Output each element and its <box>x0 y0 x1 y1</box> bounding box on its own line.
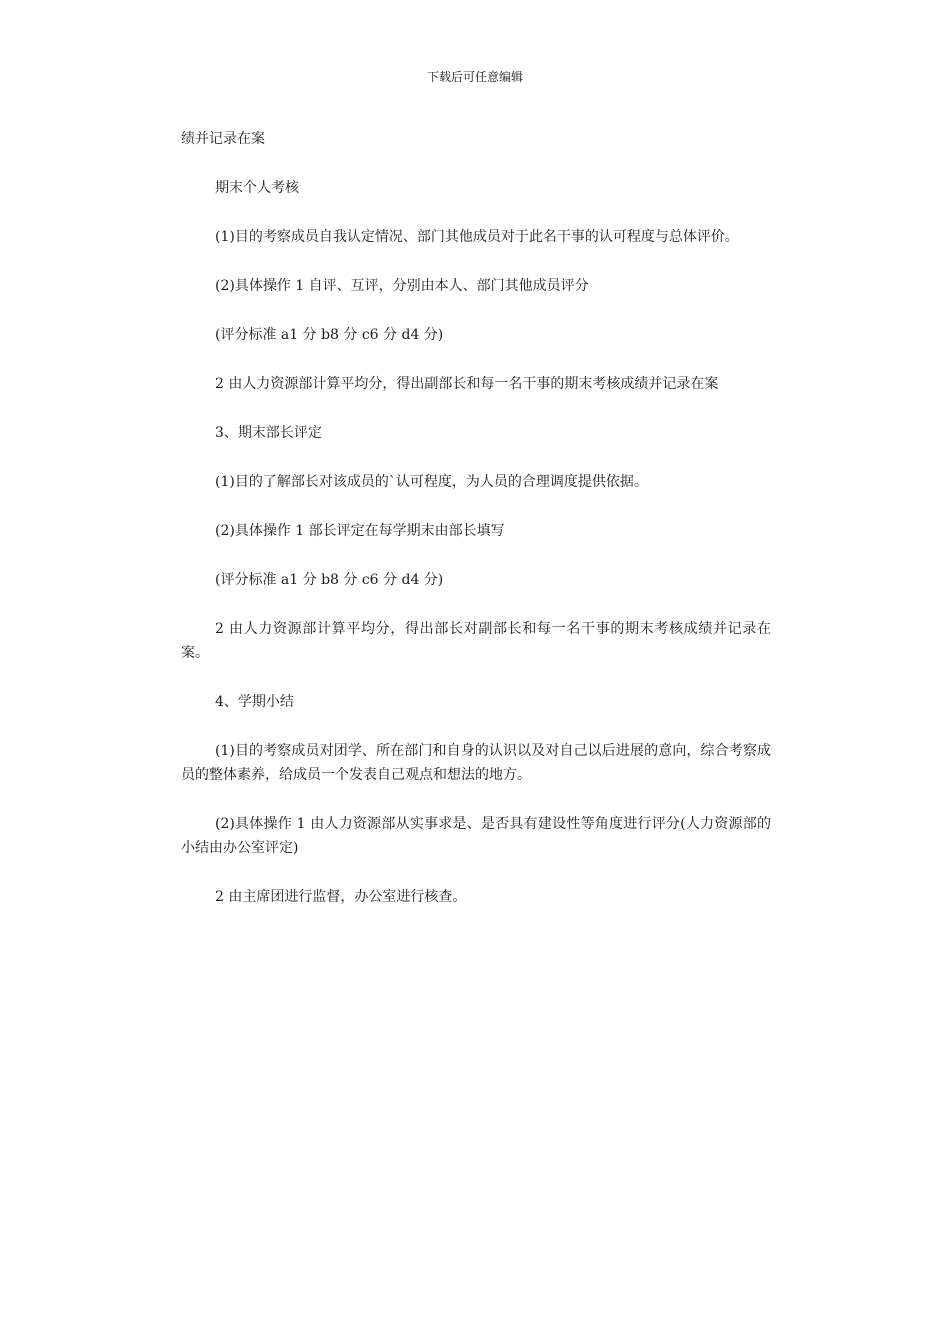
section-heading-semester-summary: 4、学期小结 <box>215 694 294 710</box>
document-body <box>181 127 771 934</box>
page-header: 下载后可任意编辑 <box>426 70 523 84</box>
paragraph: (评分标准 a1 分 b8 分 c6 分 d4 分) <box>215 572 444 588</box>
paragraph: 2 由人力资源部计算平均分，得出副部长和每一名干事的期末考核成绩并记录在案 <box>215 376 719 392</box>
section-heading-final-minister-evaluation: 3、期末部长评定 <box>215 425 322 441</box>
paragraph: (2)具体操作 1 自评、互评，分别由本人、部门其他成员评分 <box>215 278 589 294</box>
paragraph: 2 由人力资源部计算平均分，得出部长对副部长和每一名干事的期末考核成绩并记录在案。 <box>181 621 771 661</box>
paragraph-continuation: 绩并记录在案 <box>181 131 265 147</box>
paragraph: (1)目的考察成员自我认定情况、部门其他成员对于此名干事的认可程度与总体评价。 <box>215 229 739 245</box>
paragraph: 2 由主席团进行监督，办公室进行核查。 <box>215 889 467 905</box>
paragraph: (1)目的了解部长对该成员的`认可程度，为人员的合理调度提供依据。 <box>215 474 648 490</box>
section-heading-final-personal-assessment: 期末个人考核 <box>215 180 299 196</box>
paragraph: (2)具体操作 1 由人力资源部从实事求是、是否具有建设性等角度进行评分(人力资源部的小结由办公室评定) <box>181 816 771 856</box>
paragraph: (评分标准 a1 分 b8 分 c6 分 d4 分) <box>215 327 444 343</box>
paragraph: (1)目的考察成员对团学、所在部门和自身的认识以及对自己以后进展的意向，综合考察成员的整体素养，给成员一个发表自己观点和想法的地方。 <box>181 743 771 783</box>
paragraph: (2)具体操作 1 部长评定在每学期末由部长填写 <box>215 523 505 539</box>
